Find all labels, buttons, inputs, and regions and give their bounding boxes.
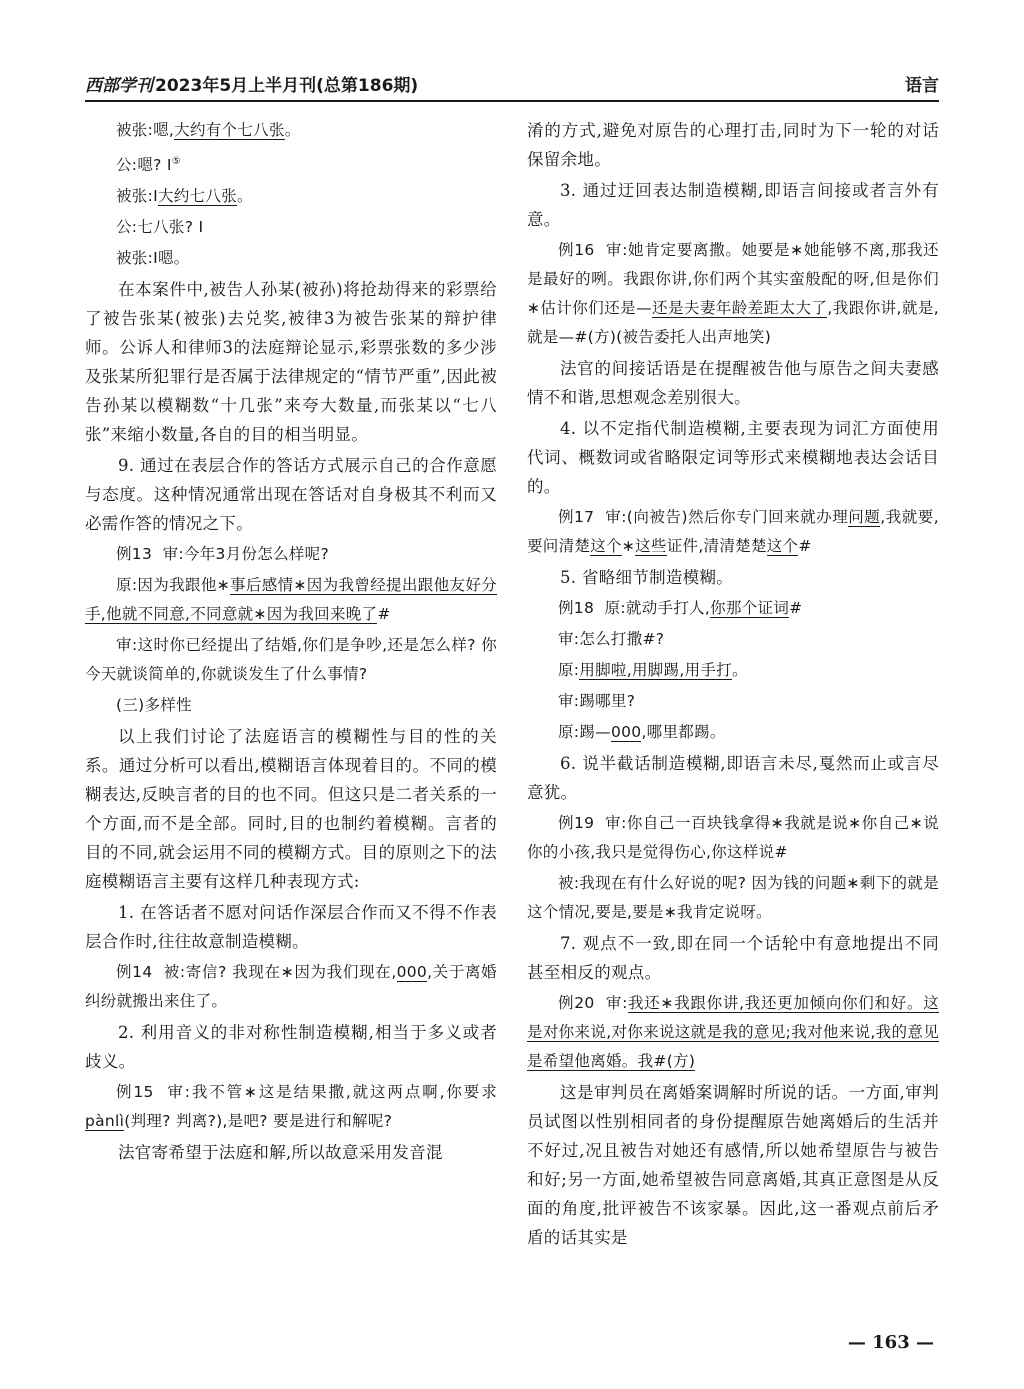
body-paragraph: 5. 省略细节制造模糊。 (560, 568, 734, 587)
dialogue-line: 公:七八张? Ⅰ (116, 218, 204, 237)
issue-text: 2023年5月上半月刊(总第186期) (155, 76, 419, 96)
body-paragraph: 以上我们讨论了法庭语言的模糊性与目的性的关系。通过分析可以看出,模糊语言体现着目的。不同的模糊表达,反映言者的目的也不同。但这只是二者关系的一个方面,而不是全部。同时,目的也制约着模糊。言者的目的不同,就会运用不同的模糊方式。目的原则之下的法庭模糊语言主要有这样几种表现方式: (85, 727, 497, 892)
section-name: 语言 (905, 76, 939, 96)
dialogue-line: 原:用脚啦,用脚踢,用手打。 (558, 661, 748, 679)
page-number: — 163 — (847, 1332, 934, 1353)
dialogue-line: 审:这时你已经提出了结婚,你们是争吵,还是怎么样? 你今天就谈简单的,你就谈发生了什么事情? (85, 636, 497, 684)
body-paragraph: 2. 利用音义的非对称性制造模糊,相当于多义或者歧义。 (85, 1023, 497, 1072)
example-13: 例13 审:今年3月份怎么样呢? (116, 545, 330, 564)
example-14: 例14 被:寄信? 我现在∗因为我们现在,000,关于离婚纠纷就搬出来住了。 (85, 963, 497, 1011)
body-paragraph: 在本案件中,被告人孙某(被孙)将抢劫得来的彩票给了被告张某(被张)去兑奖,被律3为被告张某的辩护律师。公诉人和律师3的法庭辩论显示,彩票张数的多少涉及张某所犯罪行是否属于法律规定的“情节严重”,因此被告孙某以模糊数“十几张”来夸大数量,而张某以“七八张”来缩小数量,各自的目的相当明显。 (85, 280, 497, 445)
journal-issue (85, 71, 418, 96)
body-paragraph: 7. 观点不一致,即在同一个话轮中有意地提出不同甚至相反的观点。 (527, 934, 939, 982)
right-column (527, 116, 939, 1254)
body-paragraph: 4. 以不定指代制造模糊,主要表现为词汇方面使用代词、概数词或省略限定词等形式来模糊地表达会话目的。 (527, 419, 939, 496)
body-paragraph: 3. 通过迂回表达制造模糊,即语言间接或者言外有意。 (527, 181, 939, 229)
example-17: 例17 审:(向被告)然后你专门回来就办理问题,我就要,要问清楚这个∗这些证件,清清楚楚这个# (527, 508, 940, 555)
dialogue-line: 原:踢—000,哪里都踢。 (558, 723, 726, 741)
example-19: 例19 审:你自己一百块钱拿得∗我就是说∗你自己∗说你的小孩,我只是觉得伤心,你这样说# (527, 814, 939, 861)
dialogue-line: 被张:Ⅰ大约七八张。 (116, 187, 253, 206)
body-paragraph: 这是审判员在离婚案调解时所说的话。一方面,审判员试图以性别相同者的身份提醒原告她离婚后的生活并不好过,况且被告对她还有感情,所以她希望原告与被告和好;另一方面,她希望被告同意离婚,其真正意图是从反面的角度,批评被告不该家暴。因此,这一番观点前后矛盾的话其实是 (527, 1083, 939, 1247)
body-paragraph: 法官的间接话语是在提醒被告他与原告之间夫妻感情不和谐,思想观念差别很大。 (527, 359, 939, 407)
dialogue-line: 被张:嗯,大约有个七八张。 (116, 121, 301, 139)
example-18: 例18 原:就动手打人,你那个证词# (558, 599, 803, 617)
body-paragraph: 9. 通过在表层合作的答话方式展示自己的合作意愿与态度。这种情况通常出现在答话对自身极其不利而又必需作答的情况之下。 (85, 456, 497, 534)
running-header (85, 70, 939, 102)
example-15: 例15 审:我不管∗这是结果撒,就这两点啊,你要求pànlì(判理? 判离?),是吧? 要是进行和解呢? (85, 1083, 497, 1131)
dialogue-line: 被:我现在有什么好说的呢? 因为钱的问题∗剩下的就是这个情况,要是,要是∗我肯定说呀。 (527, 874, 939, 921)
body-paragraph: 1. 在答话者不愿对问话作深层合作而又不得不作表层合作时,往往故意制造模糊。 (85, 903, 497, 952)
dialogue-line: 审:怎么打撒#? (558, 630, 665, 648)
dialogue-line: 被张:Ⅰ嗯。 (116, 249, 190, 268)
body-paragraph: 法官寄希望于法庭和解,所以故意采用发音混 (118, 1143, 443, 1163)
left-column (85, 116, 497, 1169)
example-16: 例16 审:她肯定要离撒。她要是∗她能够不离,那我还是最好的咧。我跟你讲,你们两个其实蛮般配的呀,但是你们∗估计你们还是—还是夫妻年龄差距太大了,我跟你讲,就是,就是—#(方)(被告委托人出声地笑) (527, 241, 940, 346)
dialogue-line: 公:嗯? Ⅰ⑤ (116, 156, 182, 175)
journal-logo: 西部学刊 (85, 76, 153, 96)
body-paragraph: 淆的方式,避免对原告的心理打击,同时为下一轮的对话保留余地。 (527, 121, 939, 169)
body-paragraph: 6. 说半截话制造模糊,即语言未尽,戛然而止或言尽意犹。 (527, 754, 939, 802)
example-20: 例20 审:我还∗我跟你讲,我还更加倾向你们和好。这是对你来说,对你来说这就是我的意见;我对他来说,我的意见是希望他离婚。我#(方) (527, 994, 939, 1070)
dialogue-line: 审:踢哪里? (558, 692, 636, 710)
dialogue-line: 原:因为我跟他∗事后感情∗因为我曾经提出跟他友好分手,他就不同意,不同意就∗因为我回来晚了# (85, 576, 497, 624)
subsection-heading: (三)多样性 (116, 696, 192, 715)
